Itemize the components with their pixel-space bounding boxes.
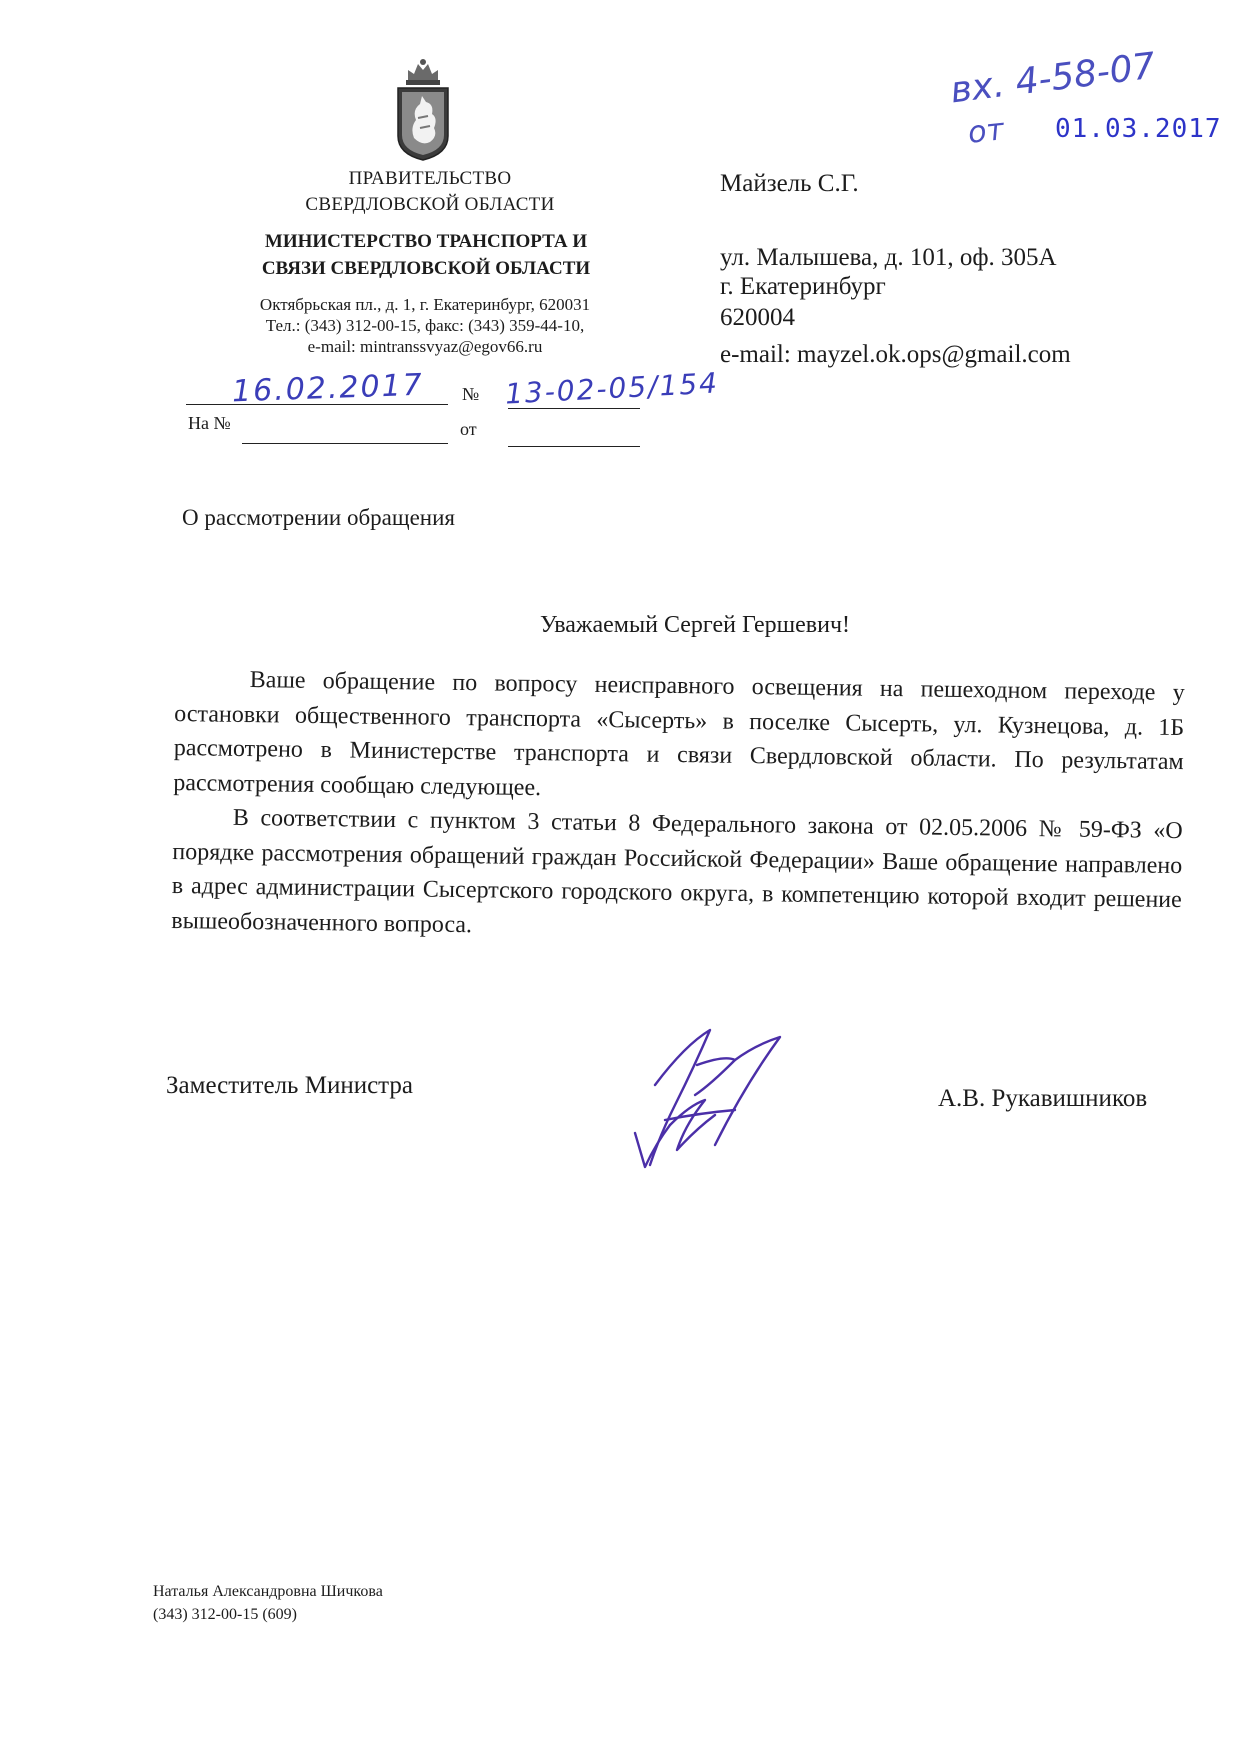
reference-date-line — [508, 446, 640, 447]
recipient-city: г. Екатеринбург — [720, 273, 886, 300]
coat-of-arms-icon — [392, 58, 454, 162]
signer-name: А.В. Рукавишников — [938, 1085, 1148, 1112]
executor-name: Наталья Александровна Шичкова — [153, 1583, 383, 1600]
incoming-from-prefix: от — [966, 112, 1006, 151]
reference-date-label: от — [460, 419, 477, 439]
recipient-name: Майзель С.Г. — [720, 170, 859, 197]
signer-title: Заместитель Министра — [166, 1072, 413, 1099]
recipient-postcode: 620004 — [720, 304, 795, 331]
body-paragraph-1: Ваше обращение по вопросу неисправного освещения на пешеходном переходе у остановки общественного транспорта «Сысерть» в поселке Сысерть, ул. Кузнецова, д. 1Б рассмотрено в Министерстве транспорта и связи Свердловской области. По результатам рассмотрения сообщаю следующее. — [173, 667, 1185, 801]
reference-number-line — [242, 443, 448, 444]
reference-number-label: На № — [188, 413, 231, 433]
executor-phone: (343) 312-00-15 (609) — [153, 1606, 297, 1623]
ministry-phones: Тел.: (343) 312-00-15, факс: (343) 359-44-10, — [265, 316, 585, 335]
government-name-line2: СВЕРДЛОВСКОЙ ОБЛАСТИ — [305, 194, 555, 215]
outgoing-number-line — [508, 408, 640, 409]
outgoing-number: 13-02-05/154 — [504, 366, 720, 411]
ministry-address: Октябрьская пл., д. 1, г. Екатеринбург, 620031 — [259, 295, 591, 314]
incoming-date-stamp: 01.03.2017 — [1055, 114, 1222, 144]
ministry-name-line1: МИНИСТЕРСТВО ТРАНСПОРТА И — [264, 231, 588, 252]
outgoing-date: 16.02.2017 — [231, 367, 425, 410]
ministry-name-line2: СВЯЗИ СВЕРДЛОВСКОЙ ОБЛАСТИ — [261, 258, 591, 279]
body-paragraph-2: В соответствии с пунктом 3 статьи 8 Федерального закона от 02.05.2006 № 59-ФЗ «О порядке рассмотрения обращений граждан Российской Федерации» Ваше обращение направлено в адрес администрации Сысертского городского округа, в компетенцию которой входит решение вышеобозначенного вопроса. — [171, 804, 1183, 938]
outgoing-date-line — [186, 404, 448, 405]
letter-subject: О рассмотрении обращения — [182, 505, 455, 530]
government-name-line1: ПРАВИТЕЛЬСТВО — [348, 168, 512, 189]
recipient-email: e-mail: mayzel.ok.ops@gmail.com — [720, 341, 1071, 368]
letter-greeting: Уважаемый Сергей Гершевич! — [539, 612, 851, 638]
recipient-street: ул. Малышева, д. 101, оф. 305А — [720, 244, 1057, 271]
incoming-reg-number: вх. 4-58-07 — [948, 45, 1158, 112]
ministry-email: e-mail: mintranssvyaz@egov66.ru — [307, 337, 543, 356]
letter-body — [171, 662, 1185, 952]
outgoing-number-label: № — [462, 384, 480, 404]
handwritten-signature — [615, 1025, 815, 1175]
